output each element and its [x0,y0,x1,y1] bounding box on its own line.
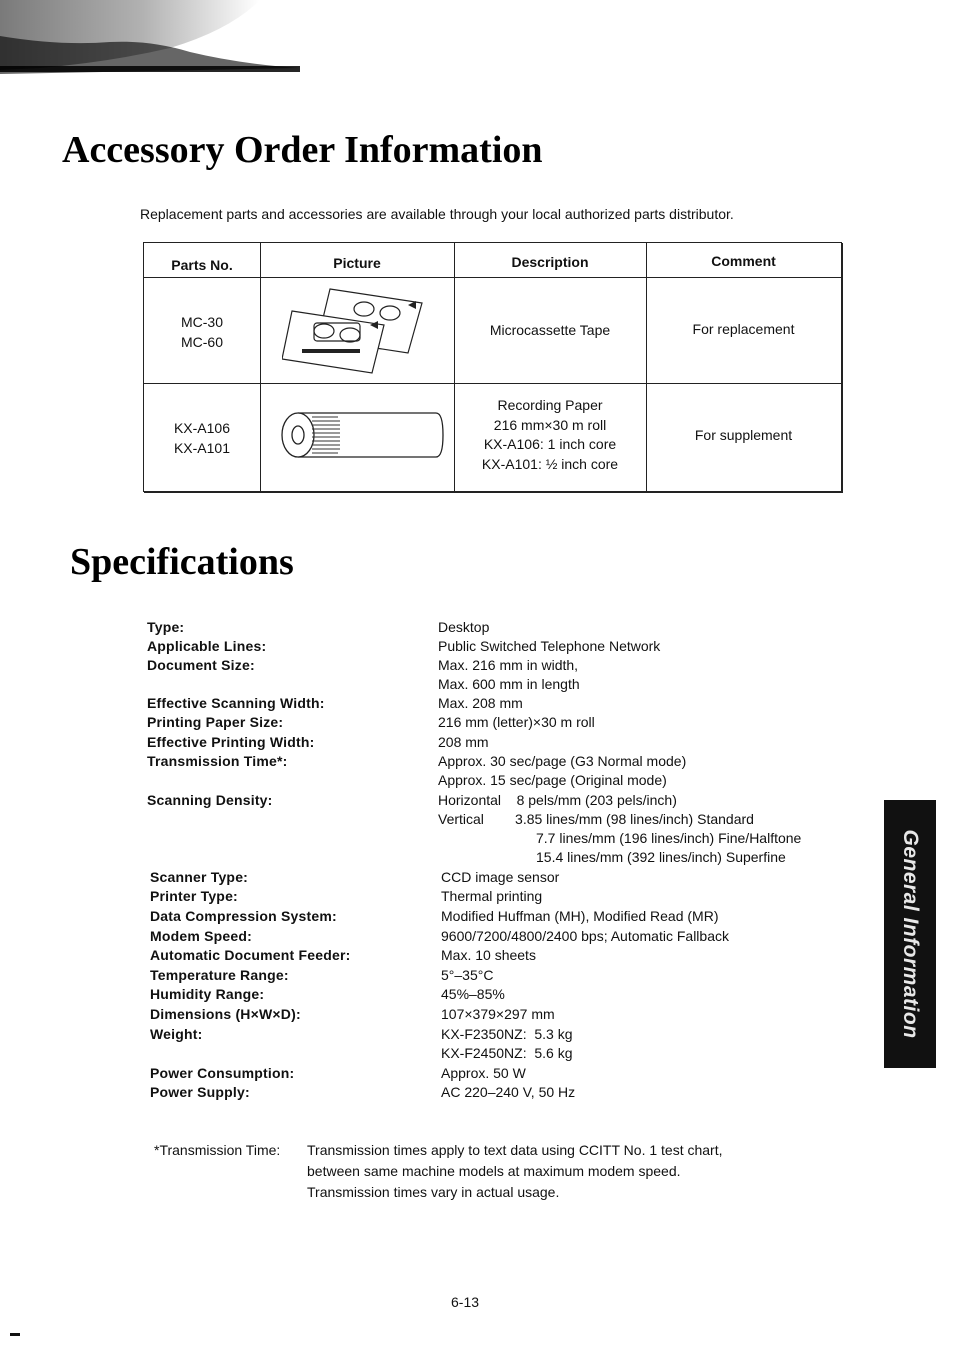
spec-value: 45%–85% [441,986,505,1002]
specifications-title: Specifications [70,541,294,583]
microcassette-tape-icon [282,283,428,377]
accessory-table [143,242,842,492]
spec-label: Scanning Density: [147,792,273,808]
spec-label: Weight: [150,1026,203,1042]
section-side-tab [884,800,936,1068]
spec-value: 15.4 lines/mm (392 lines/inch) Superfine [536,849,786,865]
spec-label: Modem Speed: [150,928,252,944]
spec-label: Power Consumption: [150,1065,295,1081]
spec-value: Approx. 50 W [441,1065,526,1081]
spec-value: Vertical 3.85 lines/mm (98 lines/inch) Standard [438,811,754,827]
spec-label: Printing Paper Size: [147,714,284,730]
spec-value: Approx. 15 sec/page (Original mode) [438,772,667,788]
header-picture: Picture [333,255,381,271]
spec-label: Transmission Time*: [147,753,288,769]
spec-label: Humidity Range: [150,986,265,1002]
table-row-2-parts: KX-A106 KX-A101 [173,420,231,456]
spec-value: CCD image sensor [441,869,560,885]
spec-value: 208 mm [438,734,489,750]
spec-value: 216 mm (letter)×30 m roll [438,714,595,730]
spec-label: Effective Scanning Width: [147,695,325,711]
spec-label: Scanner Type: [150,869,249,885]
spec-value: Thermal printing [441,888,543,904]
spec-value: 7.7 lines/mm (196 lines/inch) Fine/Halftone [536,830,802,846]
spec-value: 107×379×297 mm [441,1006,555,1022]
spec-value: 9600/7200/4800/2400 bps; Automatic Fallback [441,928,729,944]
accessory-intro: Replacement parts and accessories are available through your local authorized parts distributor. [140,206,734,222]
footnote-text: Transmission times apply to text data using CCITT No. 1 test chart, between same machine models at maximum modem speed. Transmission times vary in actual usage. [307,1142,723,1200]
spec-label: Automatic Document Feeder: [150,947,351,963]
spec-value: Max. 216 mm in width, [438,657,579,673]
table-row-1-description: Microcassette Tape [489,322,611,338]
spec-label: Effective Printing Width: [147,734,315,750]
spec-label: Power Supply: [150,1084,250,1100]
spec-value: Public Switched Telephone Network [438,638,661,654]
header-comment: Comment [711,253,776,269]
side-tab-label: General Information [899,829,922,1039]
header-parts-no: Parts No. [171,257,233,273]
spec-label: Type: [147,619,185,635]
spec-value: Max. 10 sheets [441,947,536,963]
spec-value: Max. 600 mm in length [438,676,580,692]
table-row-1-parts: MC-30 MC-60 [180,314,223,350]
margin-mark [10,1333,20,1336]
accessory-title: Accessory Order Information [62,129,543,171]
scan-artifact-graphic [0,0,360,80]
spec-value: AC 220–240 V, 50 Hz [441,1084,576,1100]
table-row-2-comment: For supplement [694,427,793,443]
spec-label: Temperature Range: [150,967,289,983]
page-number: 6-13 [451,1294,480,1310]
footnote-label: *Transmission Time: [154,1142,281,1158]
spec-label: Data Compression System: [150,908,337,924]
spec-value: Approx. 30 sec/page (G3 Normal mode) [438,753,687,769]
spec-value: Max. 208 mm [438,695,523,711]
spec-value: KX-F2450NZ: 5.6 kg [441,1045,573,1061]
spec-label: Printer Type: [150,888,238,904]
header-description: Description [511,254,589,270]
table-row-2-description: Recording Paper 216 mm×30 m roll KX-A106: 1 inch core KX-A101: ½ inch core [481,397,619,472]
spec-value: Modified Huffman (MH), Modified Read (MR) [441,908,719,924]
spec-label: Document Size: [147,657,255,673]
spec-label: Dimensions (H×W×D): [150,1006,301,1022]
spec-value: KX-F2350NZ: 5.3 kg [441,1026,573,1042]
spec-label: Applicable Lines: [147,638,267,654]
spec-value: Desktop [438,619,490,635]
paper-roll-icon [278,411,444,461]
spec-value: 5°–35°C [441,967,494,983]
spec-value: Horizontal 8 pels/mm (203 pels/inch) [438,792,677,808]
table-row-1-comment: For replacement [692,321,795,337]
